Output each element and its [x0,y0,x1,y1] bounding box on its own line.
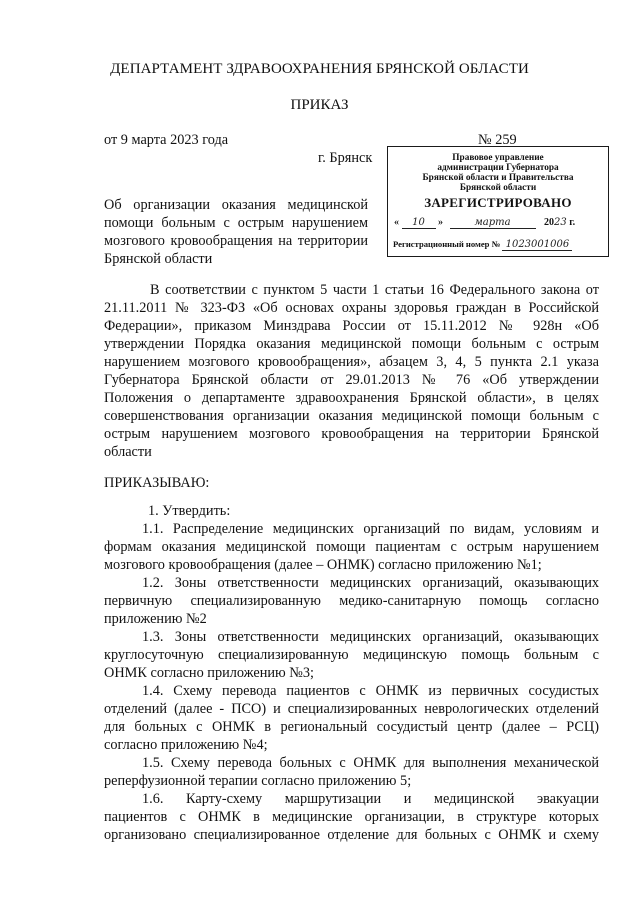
order-date: от 9 марта 2023 года [104,132,229,148]
order-number: № 259 [478,132,517,148]
stamp-registered: ЗАРЕГИСТРИРОВАНО [424,195,572,210]
item-line: для больных с ОНМК в региональный сосудистый центр (далее – РСЦ) [104,719,599,735]
preamble-line: острым нарушением мозгового кровообращения на территории Брянской [104,426,599,442]
stamp-reg-label: Регистрационный номер № [393,239,501,249]
item-line: первичную специализированную медико-санитарную помощь согласно [104,593,599,609]
preamble-line: В соответствии с пунктом 5 части 1 статьи 16 Федерального закона от [150,282,599,298]
item-line: приложению №2 [104,611,207,627]
registration-stamp [387,146,609,257]
stamp-line: администрации Губернатора [437,163,559,173]
preamble-line: области [104,444,152,460]
department-title: ДЕПАРТАМЕНТ ЗДРАВООХРАНЕНИЯ БРЯНСКОЙ ОБЛАСТИ [110,61,529,77]
subject-line: мозгового кровообращения на территории [104,233,368,249]
stamp-line: Брянской области [459,183,537,193]
city: г. Брянск [318,150,373,166]
preamble-line: 21.11.2011 № 323-ФЗ «Об основах охраны здоровья граждан в Российской [104,300,599,316]
subject-block [104,196,368,268]
item-line: 1.4. Схему перевода пациентов с ОНМК из первичных сосудистых [142,683,599,699]
item-line: организовано специализированное отделение для больных с ОНМК и схему [104,827,599,843]
item-line: реперфузионной терапии согласно приложению 5; [104,773,412,789]
order-word: ПРИКАЗЫВАЮ: [104,475,210,491]
item-line: 1.5. Схему перевода больных с ОНМК для выполнения механической [142,755,599,771]
stamp-year-unit: г. [569,217,576,228]
document-type-title: ПРИКАЗ [290,97,349,113]
item-line: мозгового кровообращения (далее – ОНМК) согласно приложению №1; [104,557,542,573]
stamp-reg-number-line [393,239,604,251]
preamble-line: Федерации», приказом Минздрава России от 15.11.2012 № 928н «Об [104,318,599,334]
stamp-quote-open: « [394,217,399,228]
stamp-line: Правовое управление [452,153,544,163]
preamble-line: утверждении Порядка оказания медицинской помощи больным с острым [104,336,599,352]
item-line: круглосуточную специализированную медицинскую помощь больным с [104,647,599,663]
item-line: 1.2. Зоны ответственности медицинских организаций, оказывающих [142,575,599,591]
item-line: формам оказания медицинской помощи пациентам с острым нарушением [104,539,599,555]
order-items [104,502,599,844]
item-line: пациентов с ОНМК в медицинские организации, в структуре которых [104,809,599,825]
item-line: согласно приложению №4; [104,737,268,753]
preamble-line: Положения о департаменте здравоохранения Брянской области», в целях [104,390,599,406]
item-line: 1. Утвердить: [148,503,231,519]
stamp-reg-number: 1023001006 [502,239,572,251]
subject-line: Брянской области [104,251,213,267]
stamp-day: 10 [402,217,436,229]
preamble [104,281,599,461]
item-line: 1.3. Зоны ответственности медицинских организаций, оказывающих [142,629,599,645]
subject-line: Об организации оказания медицинской [104,197,368,213]
preamble-line: совершенствования организации оказания медицинской помощи больным с [104,408,599,424]
stamp-month: марта [450,217,536,229]
stamp-line: Брянской области и Правительства [422,173,574,183]
preamble-line: Губернатора Брянской области от 29.01.2013 № 76 «Об утверждении [104,372,599,388]
subject-line: помощи больным с острым нарушением [104,215,368,231]
item-line: 1.6. Карту-схему маршрутизации и медицинской эвакуации [142,791,599,807]
stamp-quote-close: » [438,217,443,228]
stamp-year-suffix: 23 [554,217,567,228]
stamp-date-line [394,217,602,229]
preamble-line: нарушением мозгового кровообращения», абзацем 3, 4, 5 пункта 2.1 указа [104,354,599,370]
item-line: 1.1. Распределение медицинских организаций по видам, условиям и [142,521,599,537]
stamp-year-prefix: 20 [544,217,554,228]
item-line: отделений (далее - ПСО) и специализированных неврологических отделений [104,701,599,717]
item-line: ОНМК согласно приложению №3; [104,665,315,681]
